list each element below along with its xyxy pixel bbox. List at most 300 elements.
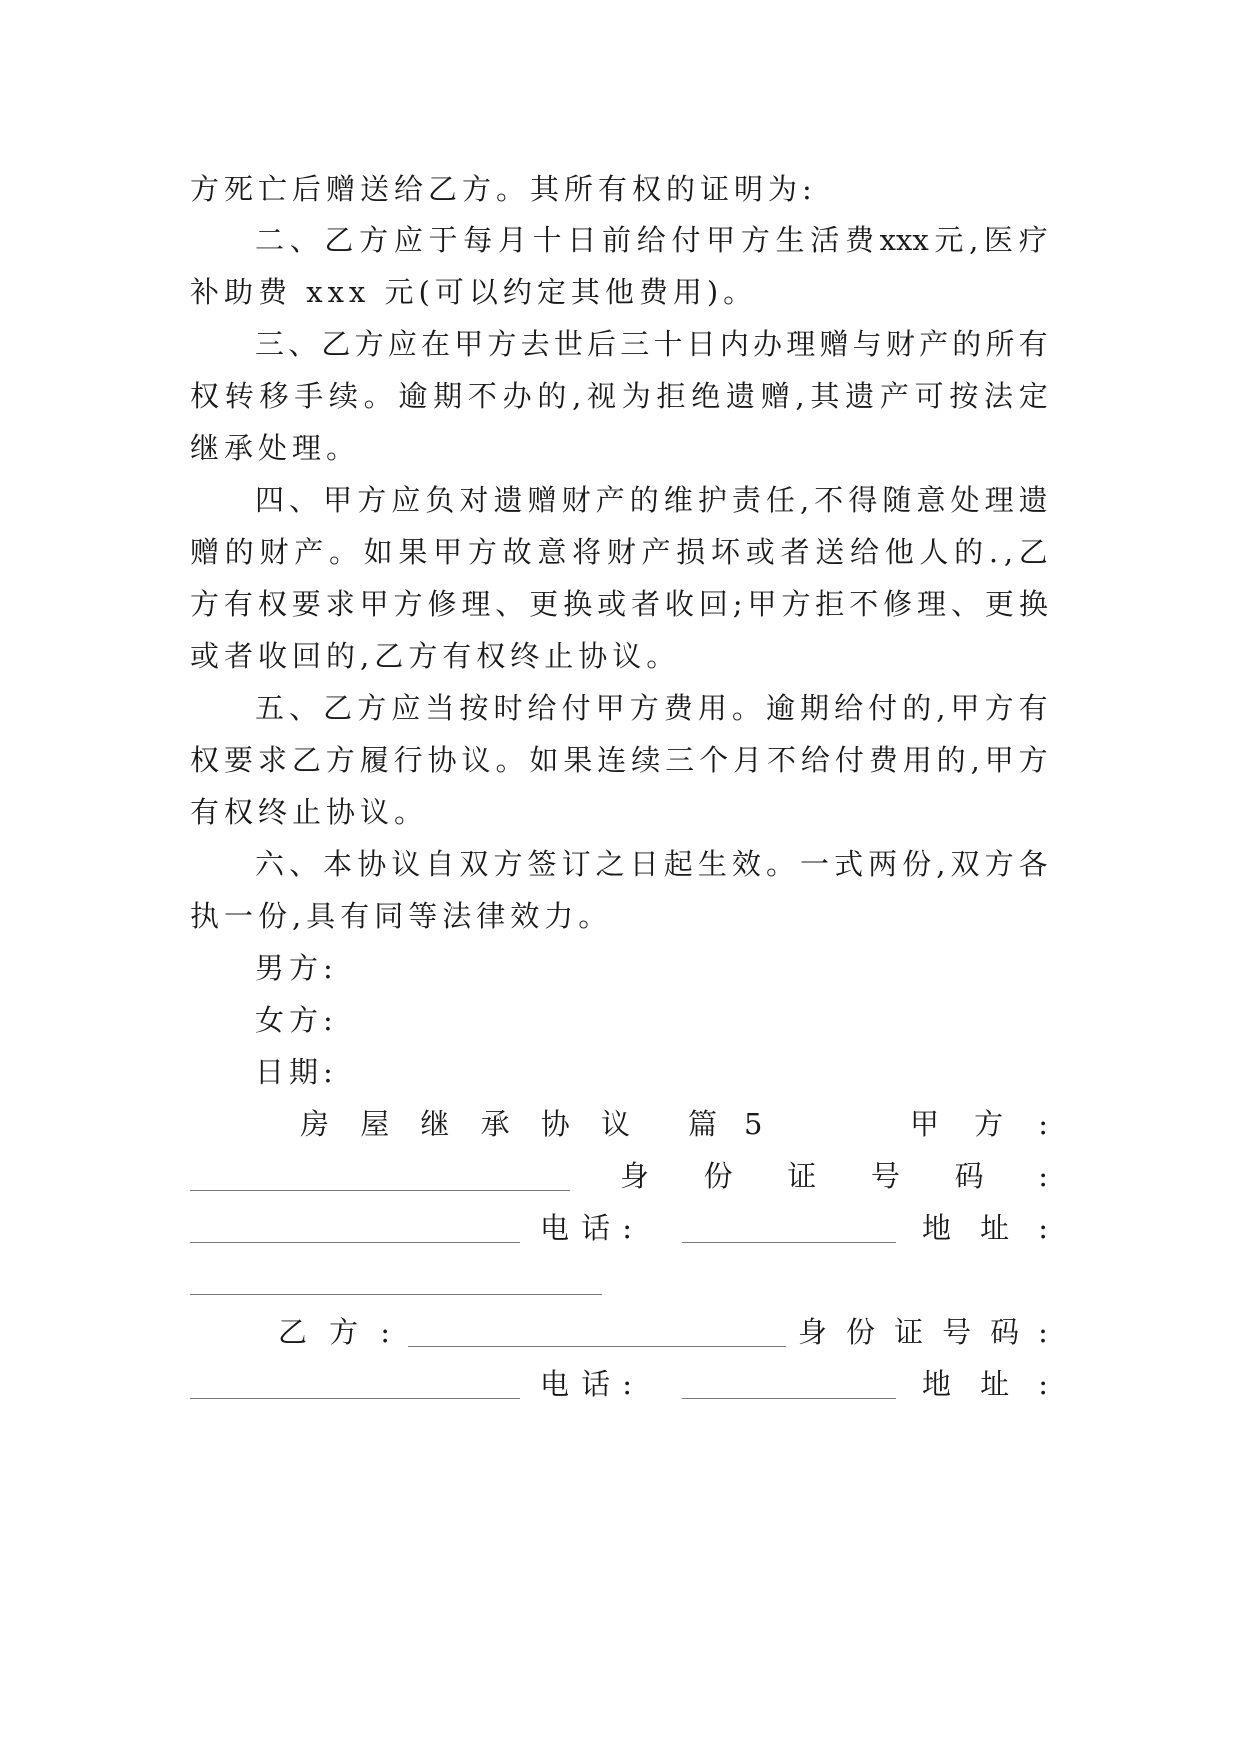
text-glyph: 权 bbox=[190, 743, 220, 777]
text-glyph: : bbox=[1038, 1367, 1048, 1401]
text-glyph: 付 bbox=[671, 223, 701, 257]
text-glyph: 用 bbox=[902, 743, 932, 777]
text-glyph: 更 bbox=[984, 587, 1014, 621]
text-glyph: 如 bbox=[529, 743, 559, 777]
text-glyph: 负 bbox=[425, 483, 455, 517]
text-glyph: 的 bbox=[952, 327, 982, 361]
text-glyph: 继 bbox=[420, 1107, 450, 1141]
text-glyph: 修 bbox=[427, 587, 457, 621]
text-glyph: 费 bbox=[868, 743, 898, 777]
text-glyph: 的 bbox=[936, 743, 966, 777]
text-glyph: 双 bbox=[950, 847, 980, 881]
form-title-row bbox=[190, 1102, 1048, 1146]
text-glyph: 份 bbox=[846, 1315, 876, 1349]
text-glyph: 当 bbox=[425, 691, 455, 725]
text-glyph: 责 bbox=[731, 483, 761, 517]
party-a-id-row bbox=[190, 1154, 1048, 1198]
text-glyph: 修 bbox=[883, 587, 913, 621]
text-line-13: 有权终止协议。 bbox=[190, 795, 429, 829]
text-glyph: : bbox=[380, 1315, 390, 1349]
text-glyph: 方 bbox=[393, 587, 423, 621]
agreement-title bbox=[300, 1102, 630, 1146]
text-glyph: 给 bbox=[849, 535, 879, 569]
party-a-phone-label bbox=[540, 1206, 632, 1250]
text-glyph: 要 bbox=[291, 587, 321, 621]
text-glyph: 财 bbox=[606, 535, 636, 569]
text-glyph: 给 bbox=[636, 223, 666, 257]
text-glyph: 十 bbox=[653, 327, 683, 361]
text-glyph: 费 bbox=[844, 223, 874, 257]
text-glyph: 方 bbox=[984, 847, 1014, 881]
text-glyph: , bbox=[795, 379, 805, 413]
text-glyph: 遗 bbox=[725, 379, 755, 413]
text-glyph: : bbox=[1038, 1159, 1048, 1193]
text-glyph: 不 bbox=[814, 483, 844, 517]
text-glyph: 时 bbox=[493, 691, 523, 725]
text-glyph: : bbox=[622, 1367, 632, 1401]
text-glyph: 产 bbox=[294, 535, 324, 569]
text-glyph: 收 bbox=[664, 587, 694, 621]
text-glyph: 理 bbox=[984, 483, 1014, 517]
text-glyph: 维 bbox=[663, 483, 693, 517]
date-label: 日期: bbox=[255, 1055, 338, 1089]
text-line-11 bbox=[255, 686, 1048, 730]
text-glyph: 甲 bbox=[706, 223, 736, 257]
text-glyph: 应 bbox=[393, 223, 423, 257]
text-line-7 bbox=[255, 478, 1048, 522]
party-a-name-blank[interactable] bbox=[190, 1164, 570, 1191]
text-glyph: 后 bbox=[587, 327, 617, 361]
text-glyph: 方 bbox=[325, 743, 355, 777]
text-glyph: 权 bbox=[190, 379, 220, 413]
text-glyph: 或 bbox=[597, 587, 627, 621]
text-glyph: 与 bbox=[852, 327, 882, 361]
text-line-3: 补助费 xxx 元(可以约定其他费用)。 bbox=[190, 275, 758, 309]
text-glyph: 四 bbox=[255, 483, 285, 517]
text-glyph: 处 bbox=[950, 483, 980, 517]
text-glyph: 续 bbox=[631, 743, 661, 777]
text-glyph: 法 bbox=[984, 379, 1014, 413]
text-glyph: 证 bbox=[787, 1159, 817, 1193]
text-line-5 bbox=[190, 374, 1048, 418]
text-glyph: 。 bbox=[495, 743, 525, 777]
text-glyph: 赠 bbox=[527, 483, 557, 517]
text-glyph: 一 bbox=[800, 847, 830, 881]
text-glyph: 不 bbox=[766, 743, 796, 777]
text-glyph: 疗 bbox=[1018, 223, 1048, 257]
text-glyph: 续 bbox=[328, 379, 358, 413]
party-a-address-label bbox=[922, 1206, 1048, 1250]
text-glyph: 址 bbox=[980, 1211, 1010, 1245]
text-glyph: 方 bbox=[190, 587, 220, 621]
text-glyph: 方 bbox=[493, 847, 523, 881]
text-glyph: 赠 bbox=[760, 379, 790, 413]
text-glyph: 遗 bbox=[1018, 483, 1048, 517]
text-glyph: 甲 bbox=[454, 327, 484, 361]
text-glyph: 。 bbox=[731, 691, 761, 725]
text-glyph: xxx bbox=[879, 223, 929, 257]
text-line-10: 或者收回的,乙方有权终止协议。 bbox=[190, 639, 681, 673]
text-glyph: 财 bbox=[561, 483, 591, 517]
text-glyph: : bbox=[1038, 1315, 1048, 1349]
text-glyph: 甲 bbox=[323, 483, 353, 517]
text-glyph: 协 bbox=[357, 847, 387, 881]
text-glyph: 应 bbox=[391, 691, 421, 725]
text-line-8 bbox=[190, 530, 1048, 574]
section-label: 篇 bbox=[688, 1107, 718, 1141]
text-glyph: 本 bbox=[323, 847, 353, 881]
text-glyph: 的 bbox=[224, 535, 254, 569]
text-glyph: 送 bbox=[815, 535, 845, 569]
text-glyph: 号 bbox=[870, 1159, 900, 1193]
text-glyph: 。 bbox=[765, 847, 795, 881]
text-glyph: 议 bbox=[391, 847, 421, 881]
text-glyph: 赠 bbox=[190, 535, 220, 569]
text-glyph: 每 bbox=[463, 223, 493, 257]
text-glyph: 号 bbox=[942, 1315, 972, 1349]
text-glyph: 拒 bbox=[815, 587, 845, 621]
text-glyph: 十 bbox=[532, 223, 562, 257]
text-glyph: 份 bbox=[703, 1159, 733, 1193]
text-glyph: 护 bbox=[697, 483, 727, 517]
text-glyph: 有 bbox=[223, 587, 253, 621]
text-glyph: 起 bbox=[663, 847, 693, 881]
text-glyph: 更 bbox=[529, 587, 559, 621]
text-glyph: 效 bbox=[731, 847, 761, 881]
text-glyph: 为 bbox=[621, 379, 651, 413]
text-glyph: 甲 bbox=[910, 1107, 940, 1141]
text-glyph: 房 bbox=[300, 1107, 330, 1141]
section-number: 5 bbox=[744, 1107, 763, 1141]
text-glyph: , bbox=[572, 379, 582, 413]
text-glyph: 应 bbox=[387, 327, 417, 361]
text-glyph: 换 bbox=[563, 587, 593, 621]
text-glyph: 方 bbox=[1018, 743, 1048, 777]
text-glyph: 损 bbox=[676, 535, 706, 569]
text-glyph: 乙 bbox=[324, 223, 354, 257]
text-glyph: 各 bbox=[1018, 847, 1048, 881]
text-glyph: 绝 bbox=[691, 379, 721, 413]
text-glyph: 甲 bbox=[359, 587, 389, 621]
text-glyph: 三 bbox=[620, 327, 650, 361]
text-glyph: 甲 bbox=[433, 535, 463, 569]
text-glyph: 拒 bbox=[656, 379, 686, 413]
party-b-id-blank[interactable] bbox=[190, 1372, 520, 1399]
text-glyph: : bbox=[1038, 1107, 1048, 1141]
text-glyph: 电 bbox=[540, 1211, 570, 1245]
text-line-12 bbox=[190, 738, 1048, 782]
text-line-9 bbox=[190, 582, 1048, 626]
text-glyph: 码 bbox=[990, 1315, 1020, 1349]
text-glyph: 理 bbox=[461, 587, 491, 621]
text-glyph: 有 bbox=[1018, 327, 1048, 361]
text-glyph: 所 bbox=[985, 327, 1015, 361]
party-b-name-blank[interactable] bbox=[408, 1320, 786, 1347]
text-glyph: 。 bbox=[328, 535, 358, 569]
text-glyph: 求 bbox=[257, 743, 287, 777]
text-glyph: 方 bbox=[974, 1107, 1004, 1141]
text-glyph: 日 bbox=[686, 327, 716, 361]
text-glyph: 、 bbox=[289, 483, 319, 517]
text-glyph: 二 bbox=[255, 223, 285, 257]
text-glyph: 果 bbox=[563, 743, 593, 777]
text-glyph: 方 bbox=[781, 587, 811, 621]
text-glyph: 前 bbox=[602, 223, 632, 257]
text-glyph: 他 bbox=[884, 535, 914, 569]
text-glyph: 或 bbox=[745, 535, 775, 569]
text-glyph: , bbox=[800, 483, 810, 517]
party-a-id-blank[interactable] bbox=[190, 1216, 520, 1243]
text-glyph: 身 bbox=[620, 1159, 650, 1193]
text-glyph: 赠 bbox=[819, 327, 849, 361]
text-glyph: 遗 bbox=[845, 379, 875, 413]
text-glyph: 方 bbox=[467, 535, 497, 569]
text-glyph: 移 bbox=[259, 379, 289, 413]
text-glyph: 方 bbox=[487, 327, 517, 361]
text-glyph: 码 bbox=[954, 1159, 984, 1193]
text-glyph: 按 bbox=[459, 691, 489, 725]
text-glyph: 者 bbox=[780, 535, 810, 569]
text-line-6: 继承处理。 bbox=[190, 431, 361, 465]
text-glyph: 活 bbox=[810, 223, 840, 257]
text-glyph: 话 bbox=[581, 1367, 611, 1401]
text-glyph: 的 bbox=[902, 691, 932, 725]
text-glyph: 期 bbox=[800, 691, 830, 725]
party-a-address-blank[interactable] bbox=[190, 1268, 602, 1295]
text-glyph: 手 bbox=[294, 379, 324, 413]
text-glyph: 议 bbox=[461, 743, 491, 777]
text-glyph: 日 bbox=[629, 847, 659, 881]
text-glyph: 按 bbox=[949, 379, 979, 413]
text-glyph: 其 bbox=[810, 379, 840, 413]
text-glyph: 付 bbox=[868, 691, 898, 725]
text-line-14 bbox=[255, 842, 1048, 886]
text-glyph: 、 bbox=[289, 223, 319, 257]
text-glyph: 产 bbox=[879, 379, 909, 413]
text-glyph: 将 bbox=[572, 535, 602, 569]
text-glyph: 屋 bbox=[360, 1107, 390, 1141]
text-glyph: 在 bbox=[421, 327, 451, 361]
text-glyph: 逾 bbox=[398, 379, 428, 413]
text-glyph: 甲 bbox=[950, 691, 980, 725]
text-glyph: 履 bbox=[359, 743, 389, 777]
party-a-address-row bbox=[190, 1258, 1048, 1302]
text-glyph: 财 bbox=[259, 535, 289, 569]
text-glyph: 方 bbox=[329, 1315, 359, 1349]
text-glyph: , bbox=[969, 223, 979, 257]
text-glyph: : bbox=[622, 1211, 632, 1245]
text-glyph: 回 bbox=[698, 587, 728, 621]
text-glyph: 理 bbox=[786, 327, 816, 361]
text-glyph: 电 bbox=[540, 1367, 570, 1401]
text-glyph: 理 bbox=[917, 587, 947, 621]
text-glyph: 乙 bbox=[323, 691, 353, 725]
text-glyph: 方 bbox=[357, 483, 387, 517]
text-glyph: 元 bbox=[934, 223, 964, 257]
text-glyph: 甲 bbox=[595, 691, 625, 725]
text-glyph: 月 bbox=[497, 223, 527, 257]
text-glyph: 转 bbox=[224, 379, 254, 413]
text-glyph: 。 bbox=[363, 379, 393, 413]
text-glyph: 的 bbox=[629, 483, 659, 517]
text-glyph: , bbox=[970, 743, 980, 777]
text-glyph: 三 bbox=[255, 327, 285, 361]
text-glyph: 办 bbox=[753, 327, 783, 361]
text-glyph: 可 bbox=[914, 379, 944, 413]
text-glyph: 协 bbox=[427, 743, 457, 777]
text-glyph: 月 bbox=[733, 743, 763, 777]
party-a-label bbox=[910, 1102, 1048, 1146]
text-glyph: 财 bbox=[885, 327, 915, 361]
text-glyph: 视 bbox=[587, 379, 617, 413]
male-party-label: 男方: bbox=[255, 951, 338, 985]
text-glyph: 生 bbox=[697, 847, 727, 881]
text-glyph: 日 bbox=[567, 223, 597, 257]
text-glyph: 有 bbox=[1018, 691, 1048, 725]
text-glyph: 个 bbox=[699, 743, 729, 777]
text-glyph: 地 bbox=[922, 1211, 952, 1245]
text-glyph: 乙 bbox=[321, 327, 351, 361]
text-glyph: 给 bbox=[834, 691, 864, 725]
text-glyph: 、 bbox=[288, 327, 318, 361]
text-glyph: 六 bbox=[255, 847, 285, 881]
text-glyph: 用 bbox=[697, 691, 727, 725]
text-glyph: 话 bbox=[581, 1211, 611, 1245]
text-glyph: 产 bbox=[919, 327, 949, 361]
text-glyph: 双 bbox=[459, 847, 489, 881]
text-glyph: 于 bbox=[428, 223, 458, 257]
party-b-phone-blank[interactable] bbox=[682, 1372, 896, 1399]
text-glyph: 医 bbox=[984, 223, 1014, 257]
text-glyph: 的 bbox=[954, 535, 984, 569]
text-glyph: 内 bbox=[719, 327, 749, 361]
text-glyph: ; bbox=[732, 587, 743, 621]
text-glyph: 承 bbox=[480, 1107, 510, 1141]
text-glyph: 者 bbox=[630, 587, 660, 621]
female-party-label: 女方: bbox=[255, 1003, 338, 1037]
party-b-row bbox=[190, 1310, 1048, 1354]
text-glyph: 乙 bbox=[1018, 535, 1048, 569]
text-glyph: 两 bbox=[868, 847, 898, 881]
text-glyph: 乙 bbox=[278, 1315, 308, 1349]
text-glyph: 不 bbox=[849, 587, 879, 621]
text-glyph: 给 bbox=[800, 743, 830, 777]
text-glyph: 签 bbox=[527, 847, 557, 881]
text-glyph: 坏 bbox=[711, 535, 741, 569]
text-glyph: , bbox=[936, 847, 946, 881]
party-a-phone-row bbox=[190, 1206, 1048, 1250]
party-a-phone-blank[interactable] bbox=[682, 1216, 896, 1243]
text-glyph: 连 bbox=[597, 743, 627, 777]
text-line-15: 执一份,具有同等法律效力。 bbox=[190, 899, 613, 933]
text-glyph: 如 bbox=[363, 535, 393, 569]
text-glyph: 给 bbox=[527, 691, 557, 725]
text-glyph: 不 bbox=[467, 379, 497, 413]
party-b-phone-row bbox=[190, 1362, 1048, 1406]
text-glyph: 、 bbox=[495, 587, 525, 621]
text-glyph: 方 bbox=[359, 223, 389, 257]
party-b-label bbox=[278, 1310, 390, 1354]
text-glyph: 逾 bbox=[765, 691, 795, 725]
party-b-id-label bbox=[798, 1310, 1048, 1354]
text-glyph: 故 bbox=[502, 535, 532, 569]
text-glyph: 议 bbox=[600, 1107, 630, 1141]
text-glyph: 三 bbox=[665, 743, 695, 777]
text-glyph: 意 bbox=[916, 483, 946, 517]
text-glyph: 协 bbox=[540, 1107, 570, 1141]
text-glyph: 址 bbox=[980, 1367, 1010, 1401]
text-glyph: 方 bbox=[354, 327, 384, 361]
text-glyph: , bbox=[1003, 535, 1014, 569]
text-glyph: 之 bbox=[595, 847, 625, 881]
party-b-phone-label bbox=[540, 1362, 632, 1406]
text-glyph: 行 bbox=[393, 743, 423, 777]
text-glyph: 去 bbox=[520, 327, 550, 361]
text-line-2 bbox=[255, 218, 1048, 262]
text-glyph: 、 bbox=[289, 847, 319, 881]
text-glyph: 随 bbox=[882, 483, 912, 517]
text-glyph: 果 bbox=[398, 535, 428, 569]
text-glyph: 地 bbox=[922, 1367, 952, 1401]
text-glyph: 生 bbox=[775, 223, 805, 257]
text-glyph: , bbox=[936, 691, 946, 725]
text-glyph: 方 bbox=[984, 691, 1014, 725]
text-glyph: 期 bbox=[433, 379, 463, 413]
text-glyph: 要 bbox=[223, 743, 253, 777]
text-glyph: 意 bbox=[537, 535, 567, 569]
text-glyph: 证 bbox=[894, 1315, 924, 1349]
text-glyph: . bbox=[988, 535, 999, 569]
text-glyph: 乙 bbox=[291, 743, 321, 777]
text-glyph: 权 bbox=[257, 587, 287, 621]
text-glyph: 应 bbox=[391, 483, 421, 517]
text-glyph: 人 bbox=[919, 535, 949, 569]
text-glyph: 付 bbox=[561, 691, 591, 725]
text-glyph: 换 bbox=[1018, 587, 1048, 621]
text-glyph: 、 bbox=[289, 691, 319, 725]
text-glyph: 费 bbox=[663, 691, 693, 725]
text-glyph: 任 bbox=[765, 483, 795, 517]
text-line-4 bbox=[255, 322, 1048, 366]
text-glyph: 甲 bbox=[984, 743, 1014, 777]
text-glyph: 产 bbox=[595, 483, 625, 517]
text-glyph: 定 bbox=[1018, 379, 1048, 413]
party-b-address-label bbox=[922, 1362, 1048, 1406]
text-glyph: 五 bbox=[255, 691, 285, 725]
text-glyph: 的 bbox=[537, 379, 567, 413]
text-line-1: 方死亡后赠送给乙方。其所有权的证明为: bbox=[190, 172, 817, 206]
text-glyph: 身 bbox=[798, 1315, 828, 1349]
text-glyph: 付 bbox=[834, 743, 864, 777]
text-glyph: 产 bbox=[641, 535, 671, 569]
text-glyph: 对 bbox=[459, 483, 489, 517]
party-a-id-label bbox=[620, 1154, 1048, 1198]
text-glyph: 甲 bbox=[747, 587, 777, 621]
text-glyph: 方 bbox=[740, 223, 770, 257]
text-glyph: 方 bbox=[357, 691, 387, 725]
text-glyph: 、 bbox=[950, 587, 980, 621]
text-glyph: 订 bbox=[561, 847, 591, 881]
text-glyph: 式 bbox=[834, 847, 864, 881]
text-glyph: 世 bbox=[553, 327, 583, 361]
text-glyph: 自 bbox=[425, 847, 455, 881]
text-glyph: 份 bbox=[902, 847, 932, 881]
text-glyph: : bbox=[1038, 1211, 1048, 1245]
text-glyph: 得 bbox=[848, 483, 878, 517]
text-glyph: 方 bbox=[629, 691, 659, 725]
text-glyph: 办 bbox=[502, 379, 532, 413]
text-glyph: 遗 bbox=[493, 483, 523, 517]
